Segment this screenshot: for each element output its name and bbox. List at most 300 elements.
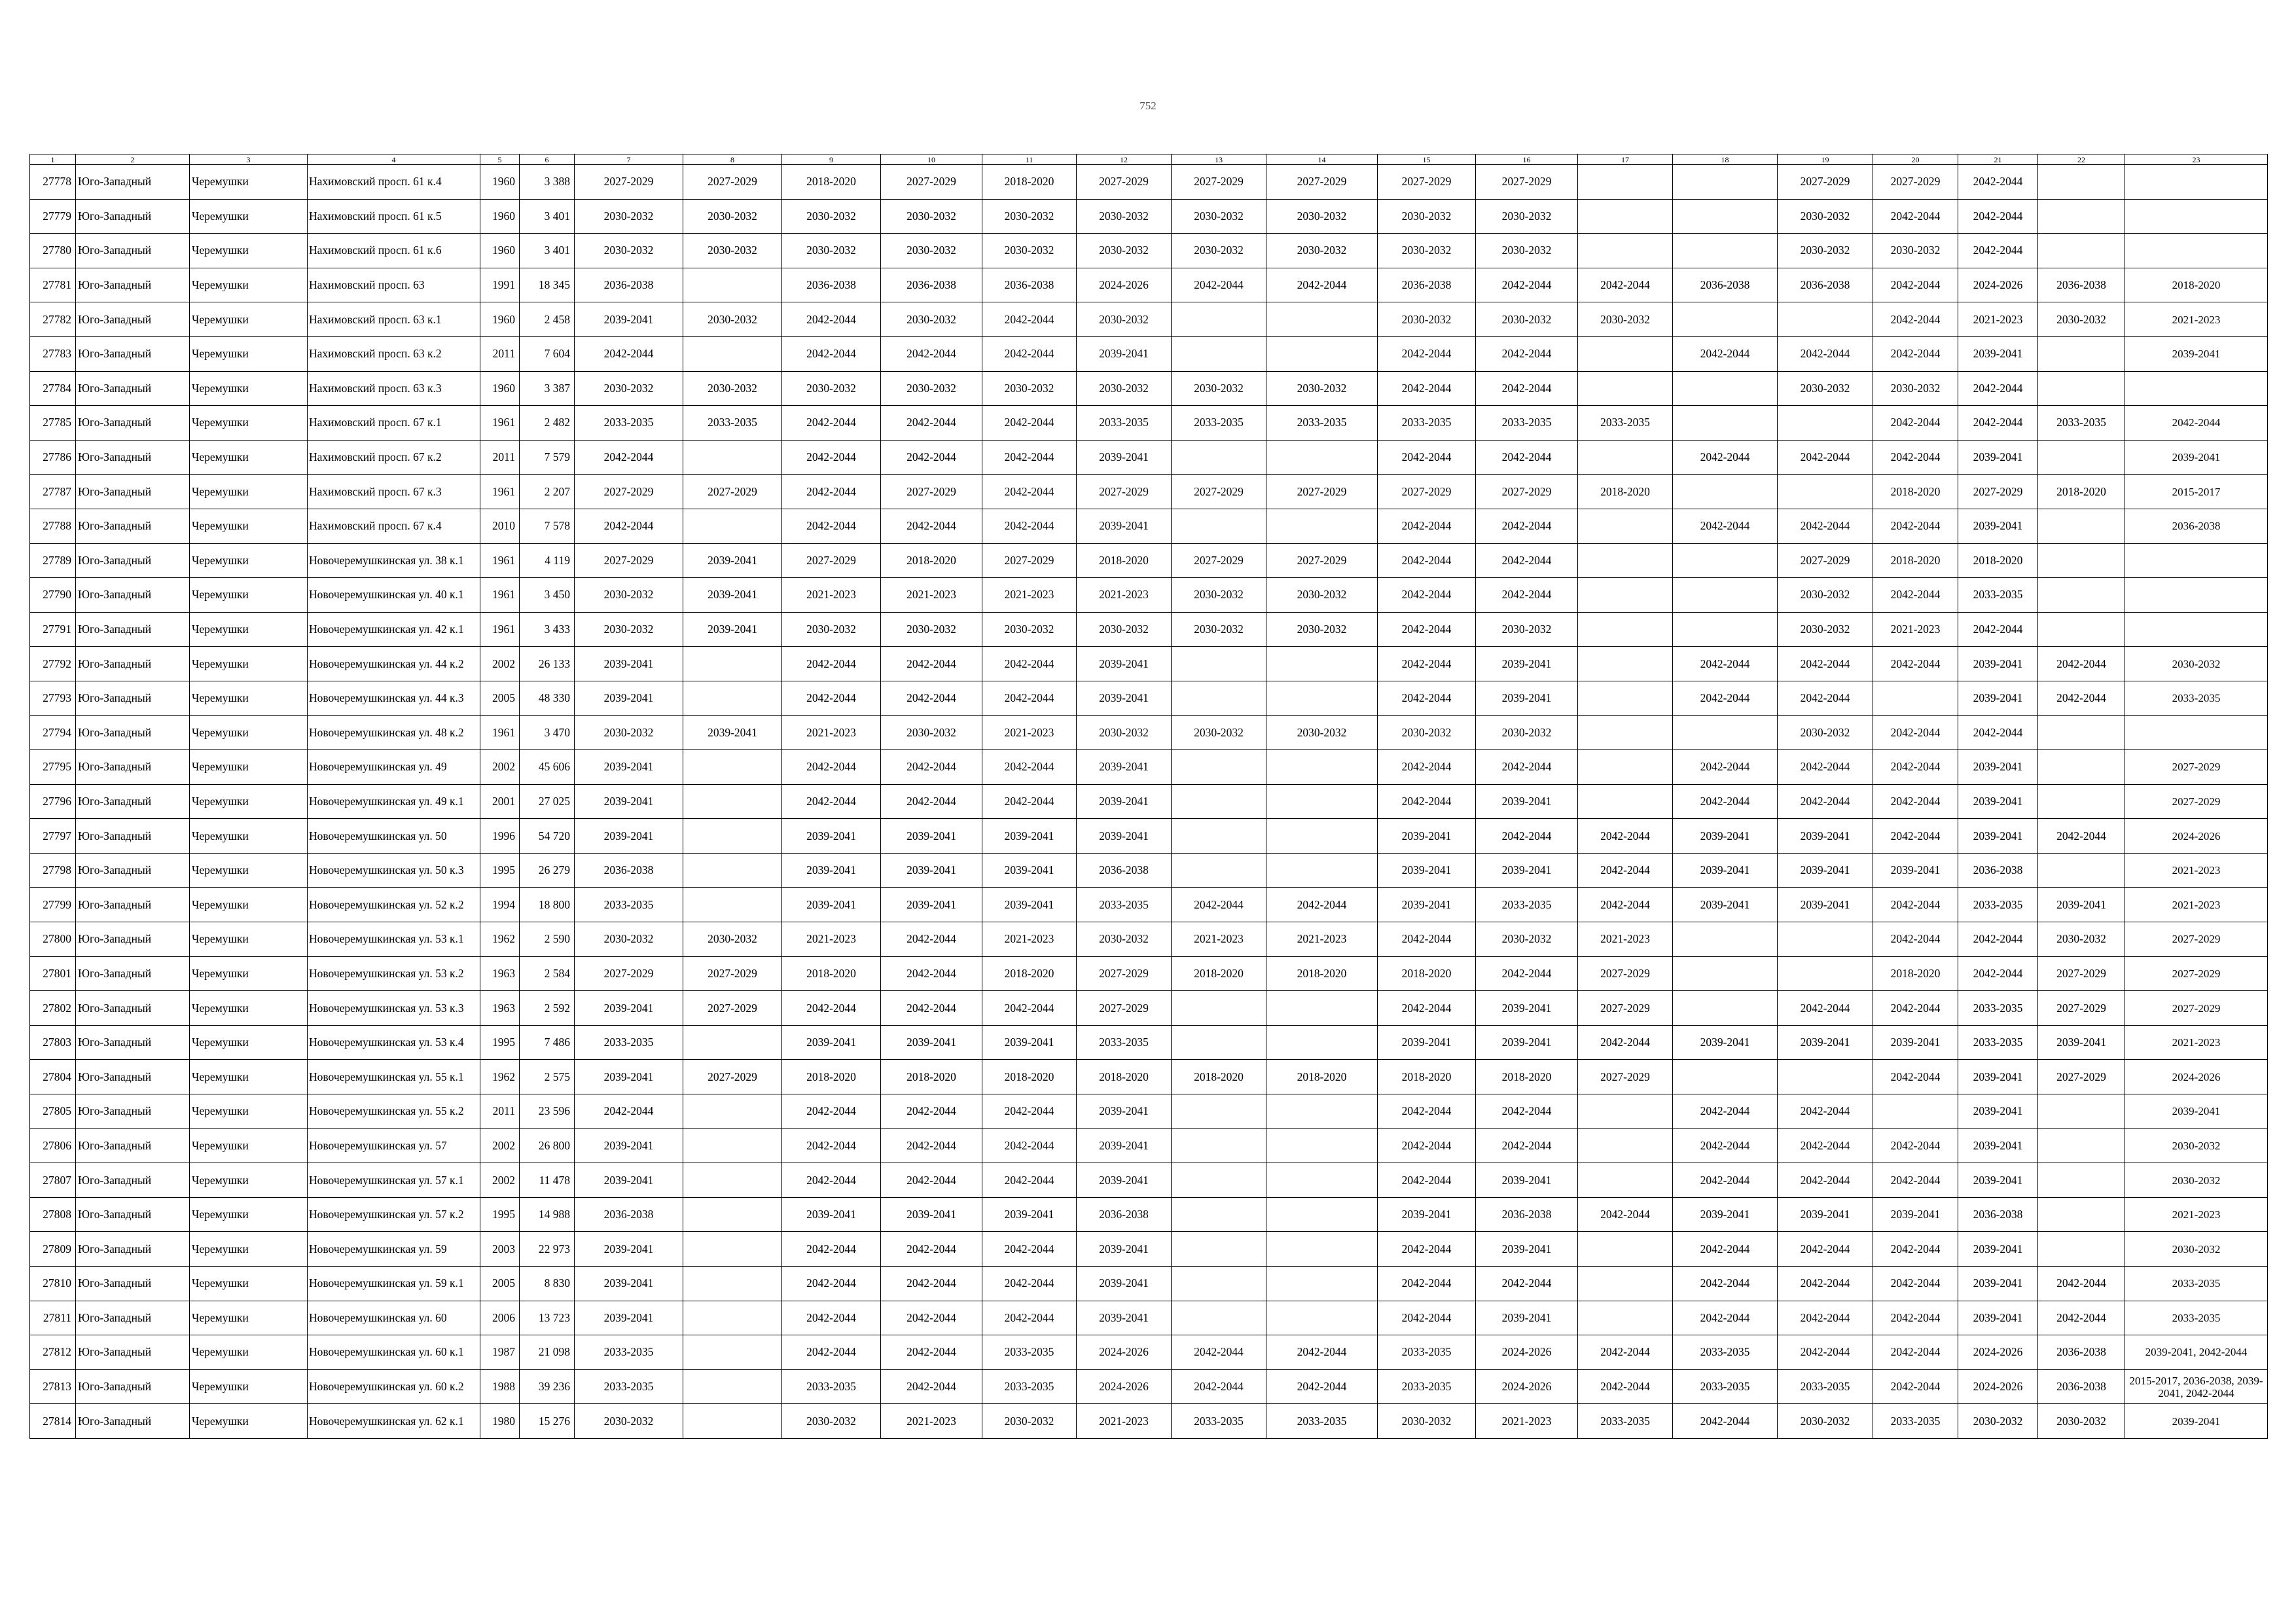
table-cell	[683, 853, 782, 888]
table-cell: 2027-2029	[575, 956, 683, 991]
table-cell: 1961	[480, 406, 520, 441]
table-cell	[683, 681, 782, 715]
table-cell: 2030-2032	[1172, 612, 1266, 647]
table-cell: Нахимовский просп. 63	[308, 268, 480, 302]
table-cell: Новочеремушкинская ул. 59	[308, 1232, 480, 1267]
table-row	[30, 1197, 2268, 1232]
table-cell: 2018-2020	[1873, 956, 1958, 991]
table-cell: 2039-2041	[2125, 336, 2268, 371]
table-cell	[1172, 784, 1266, 819]
table-cell	[2125, 578, 2268, 613]
table-cell: 2030-2032	[1172, 199, 1266, 234]
table-cell: Новочеремушкинская ул. 42 к.1	[308, 612, 480, 647]
table-cell: Юго-Западный	[76, 991, 190, 1026]
table-cell: 2042-2044	[1778, 509, 1873, 543]
table-cell: 2042-2044	[782, 1267, 881, 1301]
table-cell: 2042-2044	[982, 647, 1077, 681]
table-cell: 2039-2041	[1476, 1163, 1578, 1198]
table-cell: 2030-2032	[1077, 715, 1172, 750]
table-cell: 2042-2044	[782, 750, 881, 785]
table-cell: 3 387	[520, 371, 575, 406]
table-cell: 2039-2041	[1077, 1094, 1172, 1129]
table-cell: 2030-2032	[1378, 715, 1476, 750]
table-cell: 2042-2044	[1778, 1094, 1873, 1129]
table-cell	[1578, 1128, 1673, 1163]
table-cell: 2042-2044	[1578, 268, 1673, 302]
table-cell: Юго-Западный	[76, 302, 190, 337]
table-cell: Новочеремушкинская ул. 53 к.3	[308, 991, 480, 1026]
table-cell	[1578, 509, 1673, 543]
table-cell: 2039-2041	[1958, 1094, 2038, 1129]
page-number: 752	[1139, 99, 1157, 112]
table-cell: 2042-2044	[982, 475, 1077, 509]
table-cell: 2042-2044	[1958, 956, 2038, 991]
table-cell	[1172, 991, 1266, 1026]
table-cell: 3 401	[520, 199, 575, 234]
table-cell: 2042-2044	[982, 991, 1077, 1026]
table-cell: 2030-2032	[683, 199, 782, 234]
table-cell: 2027-2029	[2125, 750, 2268, 785]
table-cell: 2030-2032	[1778, 1404, 1873, 1439]
table-cell: 2 584	[520, 956, 575, 991]
table-cell: 2033-2035	[1077, 1025, 1172, 1060]
table-cell	[1266, 681, 1378, 715]
table-cell: 2039-2041, 2042-2044	[2125, 1335, 2268, 1370]
table-cell: 2042-2044	[1873, 750, 1958, 785]
table-cell: Черемушки	[190, 234, 308, 268]
table-cell	[2125, 715, 2268, 750]
column-number: 2	[76, 154, 190, 165]
table-cell: 2024-2026	[2125, 819, 2268, 854]
table-cell: 2042-2044	[881, 681, 982, 715]
table-cell: Юго-Западный	[76, 165, 190, 200]
table-cell: 2030-2032	[2125, 1232, 2268, 1267]
table-row	[30, 991, 2268, 1026]
table-cell: 2030-2032	[1172, 371, 1266, 406]
table-cell: Юго-Западный	[76, 750, 190, 785]
table-cell	[1578, 1094, 1673, 1129]
column-number: 14	[1266, 154, 1378, 165]
table-cell: Черемушки	[190, 406, 308, 441]
table-cell	[1172, 1094, 1266, 1129]
table-cell: 2030-2032	[1778, 612, 1873, 647]
table-cell: 2042-2044	[1378, 612, 1476, 647]
table-cell: Черемушки	[190, 1197, 308, 1232]
table-cell: Черемушки	[190, 302, 308, 337]
table-cell: 2036-2038	[881, 268, 982, 302]
table-cell: 2042-2044	[782, 1128, 881, 1163]
column-number: 17	[1578, 154, 1673, 165]
table-cell: 2018-2020	[782, 956, 881, 991]
table-cell: 2042-2044	[1673, 1267, 1778, 1301]
table-row	[30, 1369, 2268, 1404]
table-cell: 2042-2044	[1673, 681, 1778, 715]
table-cell: 2030-2032	[2125, 647, 2268, 681]
table-cell: 2033-2035	[982, 1335, 1077, 1370]
table-cell: 2030-2032	[782, 199, 881, 234]
table-cell: 2042-2044	[1378, 1128, 1476, 1163]
table-cell	[1172, 336, 1266, 371]
table-cell: 2024-2026	[1958, 1335, 2038, 1370]
table-cell: 27778	[30, 165, 76, 200]
table-cell: 27791	[30, 612, 76, 647]
table-cell: 2039-2041	[782, 1025, 881, 1060]
table-cell: 2039-2041	[575, 647, 683, 681]
table-cell: 2042-2044	[782, 784, 881, 819]
table-cell: 2036-2038	[1077, 853, 1172, 888]
table-cell: 2042-2044	[1673, 784, 1778, 819]
table-cell	[2038, 784, 2125, 819]
table-cell	[1578, 371, 1673, 406]
table-cell	[683, 819, 782, 854]
table-cell	[1673, 165, 1778, 200]
table-cell: 2039-2041	[1778, 819, 1873, 854]
table-cell: 2021-2023	[2125, 1025, 2268, 1060]
table-cell: Черемушки	[190, 1267, 308, 1301]
table-cell: 2042-2044	[1578, 1025, 1673, 1060]
table-cell: 27798	[30, 853, 76, 888]
table-cell: 2001	[480, 784, 520, 819]
table-cell: 2042-2044	[1873, 991, 1958, 1026]
table-cell: 2042-2044	[1673, 440, 1778, 475]
table-cell: 27781	[30, 268, 76, 302]
table-cell	[2125, 165, 2268, 200]
table-cell: 1963	[480, 991, 520, 1026]
table-cell: 2036-2038	[575, 853, 683, 888]
table-cell: 2039-2041	[982, 888, 1077, 922]
table-cell: 2027-2029	[881, 475, 982, 509]
table-cell: 2042-2044	[1476, 1267, 1578, 1301]
table-cell: Нахимовский просп. 67 к.2	[308, 440, 480, 475]
table-cell: Нахимовский просп. 67 к.4	[308, 509, 480, 543]
table-cell: 2033-2035	[2125, 1301, 2268, 1335]
table-cell: 2018-2020	[1172, 1060, 1266, 1094]
table-cell: 2036-2038	[2038, 1369, 2125, 1404]
table-cell: 2039-2041	[1958, 1301, 2038, 1335]
table-cell: 45 606	[520, 750, 575, 785]
table-row	[30, 612, 2268, 647]
table-cell: 2027-2029	[1378, 165, 1476, 200]
table-cell: 2042-2044	[1873, 1060, 1958, 1094]
table-cell	[1266, 1232, 1378, 1267]
table-cell	[1673, 199, 1778, 234]
table-cell: 2042-2044	[1778, 1163, 1873, 1198]
column-number: 12	[1077, 154, 1172, 165]
table-cell: 2021-2023	[2125, 888, 2268, 922]
table-cell: 2030-2032	[1778, 578, 1873, 613]
table-cell: 27813	[30, 1369, 76, 1404]
table-cell: 2018-2020	[782, 1060, 881, 1094]
table-cell: 2033-2035	[1077, 888, 1172, 922]
table-cell: Юго-Западный	[76, 543, 190, 578]
table-cell: 2030-2032	[1778, 234, 1873, 268]
table-cell: 27787	[30, 475, 76, 509]
table-cell: Черемушки	[190, 475, 308, 509]
table-cell: 2030-2032	[1378, 302, 1476, 337]
table-cell: 2042-2044	[1958, 199, 2038, 234]
table-cell: 2042-2044	[1378, 578, 1476, 613]
table-cell: 2042-2044	[2125, 406, 2268, 441]
table-cell: Черемушки	[190, 1232, 308, 1267]
column-number: 23	[2125, 154, 2268, 165]
table-cell: 2039-2041	[1378, 853, 1476, 888]
table-cell: Черемушки	[190, 681, 308, 715]
table-cell: Черемушки	[190, 922, 308, 957]
table-cell: 2042-2044	[982, 1163, 1077, 1198]
table-cell: 2030-2032	[1476, 612, 1578, 647]
table-cell	[683, 784, 782, 819]
table-cell: Юго-Западный	[76, 1335, 190, 1370]
table-cell: 27803	[30, 1025, 76, 1060]
table-cell: 2042-2044	[881, 1335, 982, 1370]
table-cell	[1578, 543, 1673, 578]
table-cell: Новочеремушкинская ул. 49	[308, 750, 480, 785]
table-cell: Юго-Западный	[76, 336, 190, 371]
table-cell: 2002	[480, 750, 520, 785]
table-row	[30, 715, 2268, 750]
table-cell: 2036-2038	[2038, 1335, 2125, 1370]
table-cell: 2027-2029	[683, 475, 782, 509]
table-cell: 2042-2044	[1958, 371, 2038, 406]
table-cell: 2005	[480, 681, 520, 715]
table-cell: Черемушки	[190, 784, 308, 819]
table-row	[30, 543, 2268, 578]
table-cell: 2042-2044	[1873, 336, 1958, 371]
table-cell: 7 604	[520, 336, 575, 371]
table-cell: 2042-2044	[782, 475, 881, 509]
table-cell: 2027-2029	[1476, 165, 1578, 200]
table-cell	[1266, 1025, 1378, 1060]
table-cell: 27794	[30, 715, 76, 750]
table-cell	[2038, 509, 2125, 543]
table-cell: 2027-2029	[1266, 475, 1378, 509]
table-row	[30, 234, 2268, 268]
table-cell: 2027-2029	[1578, 956, 1673, 991]
table-cell: 2042-2044	[1873, 268, 1958, 302]
table-cell: 2039-2041	[1077, 1163, 1172, 1198]
table-cell	[2038, 715, 2125, 750]
table-cell: 2039-2041	[1873, 1197, 1958, 1232]
table-cell: 2042-2044	[1873, 647, 1958, 681]
table-cell: 2042-2044	[1778, 681, 1873, 715]
table-cell: 2042-2044	[1873, 784, 1958, 819]
table-cell: Черемушки	[190, 715, 308, 750]
table-cell	[1266, 336, 1378, 371]
table-cell: 2039-2041	[575, 1301, 683, 1335]
table-cell: 2018-2020	[1378, 956, 1476, 991]
table-cell: 2039-2041	[1958, 440, 2038, 475]
table-cell: 2030-2032	[1958, 1404, 2038, 1439]
table-cell	[1172, 853, 1266, 888]
table-cell: 2030-2032	[575, 199, 683, 234]
table-row	[30, 199, 2268, 234]
table-cell: 1994	[480, 888, 520, 922]
table-cell: Юго-Западный	[76, 1369, 190, 1404]
table-cell: Юго-Западный	[76, 1060, 190, 1094]
table-row	[30, 784, 2268, 819]
table-row	[30, 1163, 2268, 1198]
table-cell: 1960	[480, 302, 520, 337]
table-cell: 2030-2032	[881, 199, 982, 234]
table-cell: 2030-2032	[1378, 1404, 1476, 1439]
table-cell: 2021-2023	[1476, 1404, 1578, 1439]
table-cell: 27789	[30, 543, 76, 578]
table-cell	[1778, 406, 1873, 441]
table-cell: 2042-2044	[1476, 509, 1578, 543]
table-cell: 27800	[30, 922, 76, 957]
table-cell: 2039-2041	[1958, 1128, 2038, 1163]
table-cell	[1673, 922, 1778, 957]
table-cell	[683, 1404, 782, 1439]
table-cell: 2039-2041	[1673, 1197, 1778, 1232]
table-cell: 7 578	[520, 509, 575, 543]
table-cell: 27793	[30, 681, 76, 715]
table-cell: 1961	[480, 612, 520, 647]
table-cell: 27802	[30, 991, 76, 1026]
table-cell: 4 119	[520, 543, 575, 578]
table-cell: Черемушки	[190, 1025, 308, 1060]
table-cell: 2021-2023	[1958, 302, 2038, 337]
table-cell: 2039-2041	[1958, 1060, 2038, 1094]
table-cell	[1172, 681, 1266, 715]
table-cell: 23 596	[520, 1094, 575, 1129]
table-cell	[1578, 612, 1673, 647]
table-cell: 2039-2041	[1476, 647, 1578, 681]
table-cell: 2039-2041	[575, 302, 683, 337]
table-cell: 2027-2029	[1077, 165, 1172, 200]
table-cell: Новочеремушкинская ул. 44 к.3	[308, 681, 480, 715]
table-cell: 2042-2044	[1673, 750, 1778, 785]
table-cell: 2036-2038	[1077, 1197, 1172, 1232]
table-cell: 2027-2029	[1958, 475, 2038, 509]
column-number: 7	[575, 154, 683, 165]
table-cell: 2027-2029	[1266, 543, 1378, 578]
table-cell: 2039-2041	[1476, 991, 1578, 1026]
table-cell	[1673, 475, 1778, 509]
table-cell: Черемушки	[190, 1369, 308, 1404]
table-cell: 2042-2044	[2038, 819, 2125, 854]
table-cell: 2039-2041	[1476, 784, 1578, 819]
table-cell: 2027-2029	[1266, 165, 1378, 200]
table-row	[30, 1267, 2268, 1301]
table-cell: Юго-Западный	[76, 268, 190, 302]
table-cell: 2042-2044	[1172, 888, 1266, 922]
table-cell: Черемушки	[190, 1128, 308, 1163]
table-cell: 2030-2032	[1077, 199, 1172, 234]
table-cell: 1991	[480, 268, 520, 302]
table-cell: 18 345	[520, 268, 575, 302]
table-cell: 2039-2041	[1873, 853, 1958, 888]
table-cell: 2042-2044	[1873, 302, 1958, 337]
table-row	[30, 819, 2268, 854]
table-cell: 27790	[30, 578, 76, 613]
table-cell	[1172, 1232, 1266, 1267]
table-cell: 2042-2044	[1578, 819, 1673, 854]
table-cell: Юго-Западный	[76, 612, 190, 647]
table-cell: 2033-2035	[1778, 1369, 1873, 1404]
table-cell	[683, 1301, 782, 1335]
table-cell: Черемушки	[190, 509, 308, 543]
table-cell: 2039-2041	[1958, 336, 2038, 371]
table-cell: 2033-2035	[1172, 1404, 1266, 1439]
table-cell: 2039-2041	[2038, 888, 2125, 922]
table-cell: 2042-2044	[1673, 1404, 1778, 1439]
table-row	[30, 578, 2268, 613]
table-cell	[2038, 578, 2125, 613]
table-cell: 2042-2044	[1873, 440, 1958, 475]
table-cell: 2015-2017	[2125, 475, 2268, 509]
table-cell	[1673, 1060, 1778, 1094]
table-cell: 2042-2044	[2038, 1267, 2125, 1301]
table-cell: 27782	[30, 302, 76, 337]
table-cell: 2018-2020	[1266, 1060, 1378, 1094]
table-cell: 54 720	[520, 819, 575, 854]
table-cell: 2039-2041	[1476, 1025, 1578, 1060]
table-row	[30, 371, 2268, 406]
table-cell: 2033-2035	[1673, 1369, 1778, 1404]
table-cell: 2042-2044	[575, 1094, 683, 1129]
table-cell: Черемушки	[190, 956, 308, 991]
table-cell: Юго-Западный	[76, 819, 190, 854]
table-cell: 2030-2032	[1266, 234, 1378, 268]
table-cell: 2027-2029	[1778, 543, 1873, 578]
column-number-row	[30, 154, 2268, 165]
table-cell: 2027-2029	[2038, 1060, 2125, 1094]
table-cell	[683, 647, 782, 681]
table-cell: 2042-2044	[1266, 1335, 1378, 1370]
table-cell: 2027-2029	[683, 991, 782, 1026]
table-cell: 2033-2035	[2125, 681, 2268, 715]
table-cell: 1995	[480, 1025, 520, 1060]
table-cell: 2042-2044	[1378, 440, 1476, 475]
table-cell: 2033-2035	[1378, 406, 1476, 441]
table-cell: 2030-2032	[683, 302, 782, 337]
table-cell: 1961	[480, 715, 520, 750]
table-row	[30, 336, 2268, 371]
table-cell	[2038, 440, 2125, 475]
table-cell: 2018-2020	[982, 956, 1077, 991]
table-row	[30, 853, 2268, 888]
table-cell: 2036-2038	[575, 268, 683, 302]
table-cell: 2030-2032	[982, 234, 1077, 268]
table-cell	[1266, 1301, 1378, 1335]
table-cell: 2030-2032	[1077, 302, 1172, 337]
table-cell	[1266, 819, 1378, 854]
table-cell: Юго-Западный	[76, 1267, 190, 1301]
table-cell: 2021-2023	[881, 578, 982, 613]
table-cell: Юго-Западный	[76, 1094, 190, 1129]
table-cell: 1980	[480, 1404, 520, 1439]
table-cell: 2042-2044	[1476, 371, 1578, 406]
table-cell: Черемушки	[190, 888, 308, 922]
table-cell: 2042-2044	[1378, 1267, 1476, 1301]
table-cell: 2039-2041	[1873, 1025, 1958, 1060]
table-cell: 2042-2044	[1578, 1197, 1673, 1232]
table-cell: 2021-2023	[782, 578, 881, 613]
table-cell: 2042-2044	[982, 302, 1077, 337]
table-cell: 2027-2029	[1077, 956, 1172, 991]
table-cell: 22 973	[520, 1232, 575, 1267]
table-row	[30, 1094, 2268, 1129]
table-cell: 2027-2029	[1476, 475, 1578, 509]
table-cell: 2042-2044	[1873, 819, 1958, 854]
table-cell	[2038, 750, 2125, 785]
table-cell: 2018-2020	[2038, 475, 2125, 509]
table-cell: 2027-2029	[2125, 922, 2268, 957]
table-cell: Новочеремушкинская ул. 53 к.2	[308, 956, 480, 991]
table-cell: 2033-2035	[575, 1369, 683, 1404]
table-cell: 2042-2044	[575, 336, 683, 371]
